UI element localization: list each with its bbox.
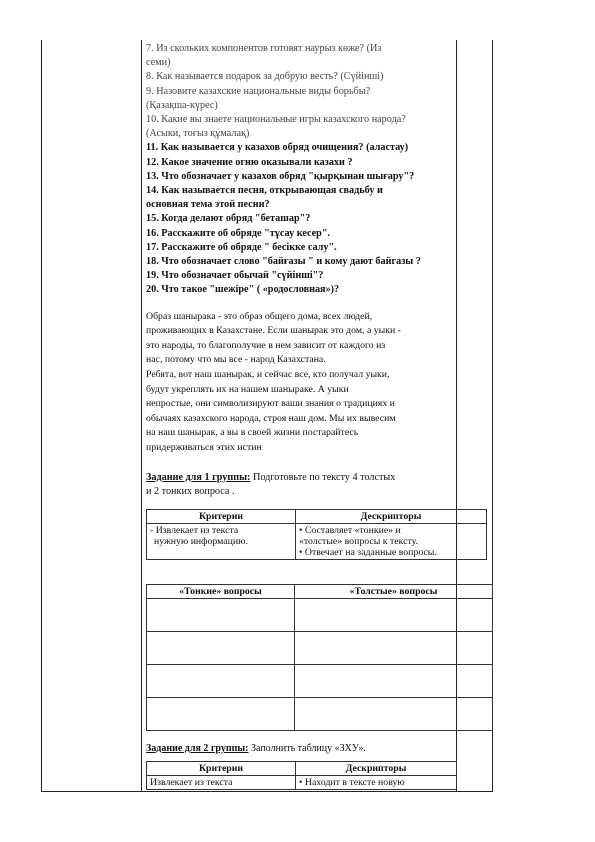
question-line: 16. Расскажите об обряде "тұсау кесер".: [146, 227, 331, 239]
empty-cell[interactable]: [147, 632, 295, 665]
table-row: [147, 599, 493, 632]
descriptor-text: • Отвечает на заданные вопросы.: [299, 547, 437, 558]
questions-table: [146, 584, 493, 731]
task-1-label: Задание для 1 группы:: [146, 471, 251, 483]
task-1-text: Подготовьте по тексту 4 толстых: [250, 471, 396, 483]
empty-cell[interactable]: [295, 698, 493, 731]
paragraph-line: Ребята, вот наш шанырак, и сейчас все, кто получал уыки,: [146, 369, 390, 381]
question-line: 7. Из скольких компонентов готовят наурыз көже? (Из: [146, 43, 382, 54]
task-1-text-cont: и 2 тонких вопроса .: [146, 485, 235, 497]
empty-cell[interactable]: [147, 599, 295, 632]
paragraph-line: нас, потому что мы все - народ Казахстана.: [146, 354, 326, 366]
table-header: Критерии: [147, 510, 296, 524]
question-line: (Асыки, тоғыз құмалақ): [146, 128, 250, 140]
paragraph-line: придерживаться этих истин: [146, 442, 262, 453]
criteria-table-2: [146, 761, 457, 790]
lesson-content: [146, 42, 452, 499]
descriptor-text: • Составляет «тонкие» и: [299, 525, 401, 536]
empty-cell[interactable]: [295, 665, 493, 698]
question-line: основная тема этой песни?: [146, 199, 270, 211]
table-row: [147, 632, 493, 665]
question-line: 8. Как называется подарок за добрую весть? (Сүйінші): [146, 71, 384, 83]
task-2-text: Заполнить таблицу «ЗХУ».: [248, 743, 366, 754]
empty-cell[interactable]: [295, 599, 493, 632]
paragraph-line: это народы, то благополучие в нем зависит от каждого из: [146, 339, 386, 351]
task-2-label: Задание для 2 группы:: [146, 743, 249, 754]
question-line: 11. Как называется у казахов обряд очищения? (аластау): [146, 142, 409, 154]
criteria-table-1: [146, 509, 487, 560]
criteria-cell: [147, 524, 296, 560]
empty-cell[interactable]: [295, 632, 493, 665]
paragraph-line: обычаях казахского народа, строя наш дом. Мы их вывесим: [146, 412, 396, 424]
table-header: Критерии: [147, 762, 296, 776]
criteria-cell: Извлекает из текста: [147, 776, 296, 790]
paragraph-line: непростые, они символизируют ваши знания о традициях и: [146, 398, 395, 410]
empty-cell[interactable]: [147, 665, 295, 698]
question-line: (Қазақша-күрес): [146, 99, 218, 111]
paragraph-line: проживающих в Казахстане. Если шанырак это дом, а уыки -: [146, 325, 401, 337]
question-line: 20. Что такое "шежіре" ( «родословная»)?: [146, 284, 340, 296]
question-line: 13. Что обозначает у казахов обряд "қырқынан шығару"?: [146, 170, 415, 182]
question-line: 17. Расскажите об обряде " бесікке салу".: [146, 241, 337, 253]
criteria-text: нужную информацию.: [154, 536, 248, 547]
question-line: 14. Как называется песня, открывающая свадьбу и: [146, 185, 383, 197]
question-line: семи): [146, 57, 171, 69]
questions-list-bold: [146, 141, 452, 297]
table-header: «Толстые» вопросы: [295, 585, 493, 599]
task-group-1: [146, 471, 452, 499]
question-line: 12. Какое значение огню оказывали казахи ?: [146, 156, 353, 168]
column-divider: [141, 40, 142, 792]
paragraph-line: Образ шанырака - это образ общего дома, всех людей,: [146, 310, 373, 322]
question-line: 15. Когда делают обряд "беташар"?: [146, 213, 311, 225]
table-row: [147, 665, 493, 698]
question-line: 18. Что обозначает слово "байғазы " и кому дают байгазы ?: [146, 256, 421, 268]
table-row: [147, 698, 493, 731]
criteria-text: - Извлекает из текста: [150, 525, 239, 536]
descriptor-cell: [296, 524, 487, 560]
table-header: Дескрипторы: [296, 762, 457, 776]
descriptor-text: «толстые» вопросы к тексту.: [299, 536, 418, 547]
questions-list-grey: [146, 42, 452, 141]
empty-cell[interactable]: [147, 698, 295, 731]
table-header: «Тонкие» вопросы: [147, 585, 295, 599]
question-line: 10. Какие вы знаете национальные игры казахского народа?: [146, 114, 406, 126]
descriptor-cell: • Находит в тексте новую: [296, 776, 457, 790]
paragraph-line: на наш шанырак, а вы в своей жизни постарайтесь: [146, 427, 359, 439]
paragraph-line: будут укреплять их на нашем шаныраке. А уыки: [146, 383, 349, 395]
question-line: 9. Назовите казахские национальные виды борьбы?: [146, 85, 371, 97]
table-header: Дескрипторы: [296, 510, 487, 524]
question-line: 19. Что обозначает обычай "сүйінші"?: [146, 270, 324, 282]
task-group-2: [146, 743, 366, 754]
shanyrak-paragraph: [146, 310, 452, 456]
